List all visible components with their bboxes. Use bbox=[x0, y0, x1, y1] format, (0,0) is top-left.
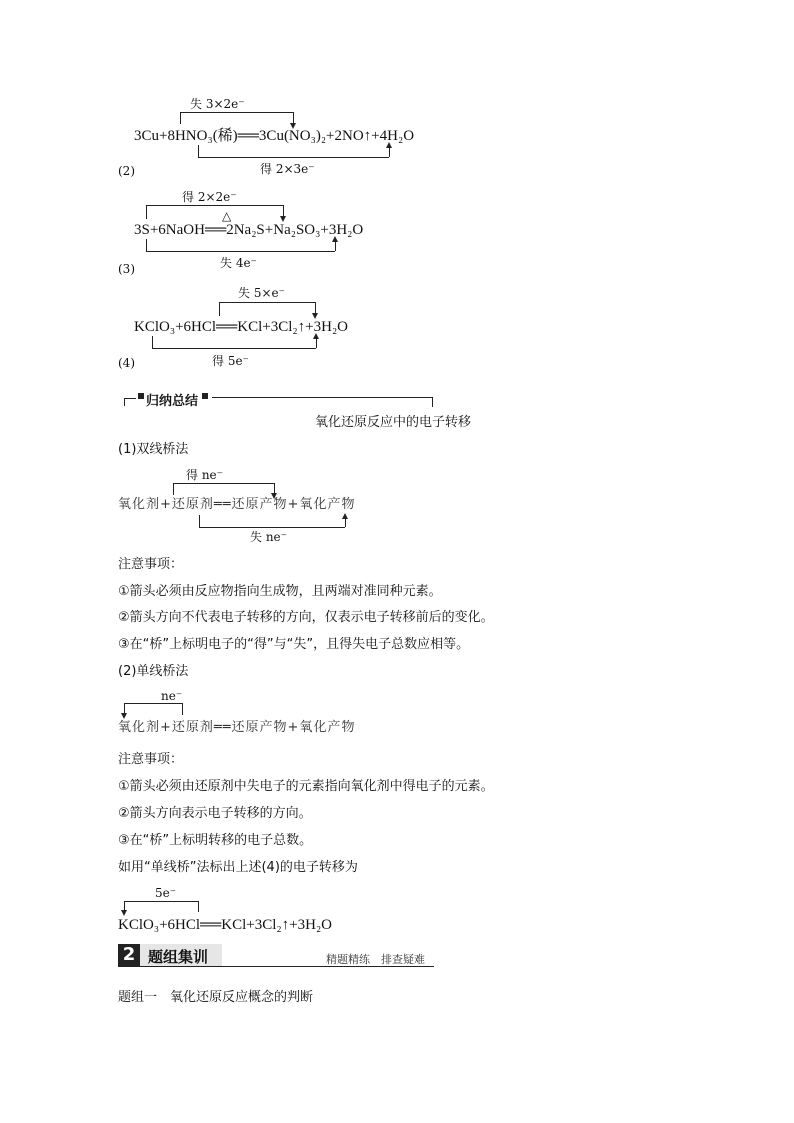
bridge-line bbox=[345, 518, 346, 527]
arrow-up-icon bbox=[313, 333, 319, 339]
bridge-line bbox=[199, 515, 200, 527]
bullet-icon bbox=[202, 393, 208, 399]
bridge-line bbox=[152, 336, 153, 348]
eq3-top-label: 得 2×2e⁻ bbox=[182, 190, 237, 204]
eq3-bottom-label: 失 4e⁻ bbox=[220, 256, 257, 270]
group-1-title: 题组一 氧化还原反应概念的判断 bbox=[118, 990, 314, 1005]
summary-title: 氧化还原反应中的电子转移 bbox=[315, 415, 472, 430]
double-note-3: ③在“桥”上标明电子的“得”与“失”，且得失电子总数应相等。 bbox=[118, 637, 470, 652]
bridge-line bbox=[335, 241, 336, 251]
summary-border bbox=[212, 397, 432, 398]
eq4-top-label: 失 5×e⁻ bbox=[238, 286, 285, 300]
double-top-label: 得 ne⁻ bbox=[186, 468, 223, 482]
section-number: 2 bbox=[118, 944, 140, 966]
bridge-line bbox=[173, 483, 274, 484]
arrow-down-icon bbox=[121, 713, 127, 719]
bridge-line bbox=[219, 302, 220, 316]
bridge-line bbox=[198, 145, 199, 157]
eq2-index: (2) bbox=[118, 164, 135, 178]
single-note-2: ②箭头方向表示电子转移的方向。 bbox=[118, 806, 312, 821]
bridge-line bbox=[146, 205, 147, 219]
arrow-up-icon bbox=[386, 142, 392, 148]
single-bridge-heading: (2)单线桥法 bbox=[118, 664, 189, 679]
bridge-line bbox=[198, 901, 199, 912]
eq2-formula: 3Cu+8HNO₃(稀)══3Cu(NO₃)₂+2NO↑+4H₂O bbox=[134, 128, 415, 144]
arrow-up-icon bbox=[332, 236, 338, 242]
bridge-line bbox=[180, 112, 293, 113]
bullet-icon bbox=[138, 393, 144, 399]
bridge-line bbox=[146, 205, 283, 206]
eq2-top-label: 失 3×2e⁻ bbox=[190, 97, 245, 111]
bridge-line bbox=[199, 527, 345, 528]
single-top-label: ne⁻ bbox=[161, 689, 183, 703]
bridge-line bbox=[182, 703, 183, 715]
bridge-line bbox=[124, 703, 182, 704]
summary-border bbox=[124, 398, 136, 399]
single-notes-title: 注意事项： bbox=[118, 752, 184, 767]
eq4-formula: KClO₃+6HCl══KCl+3Cl₂↑+3H₂O bbox=[134, 319, 349, 335]
bridge-line bbox=[146, 239, 147, 251]
bridge-line bbox=[173, 483, 174, 495]
example-label: 5e⁻ bbox=[155, 886, 177, 900]
bridge-line bbox=[152, 348, 316, 349]
summary-border bbox=[432, 397, 433, 407]
bridge-line bbox=[316, 338, 317, 348]
eq3-condition: △ bbox=[222, 209, 232, 223]
double-bottom-label: 失 ne⁻ bbox=[250, 530, 287, 544]
eq4-index: (4) bbox=[118, 356, 135, 370]
double-note-2: ②箭头方向不代表电子转移的方向，仅表示电子转移前后的变化。 bbox=[118, 610, 494, 625]
eq3-index: (3) bbox=[118, 262, 135, 276]
bridge-line bbox=[146, 251, 335, 252]
double-note-1: ①箭头必须由反应物指向生成物，且两端对准同种元素。 bbox=[118, 584, 442, 599]
double-bridge-heading: (1)双线桥法 bbox=[118, 442, 189, 457]
section-title: 题组集训 bbox=[148, 948, 209, 966]
bridge-line bbox=[180, 112, 181, 124]
example-intro: 如用“单线桥”法标出上述(4)的电子转移为 bbox=[118, 860, 358, 875]
single-note-3: ③在“桥”上标明转移的电子总数。 bbox=[118, 833, 313, 848]
summary-tag: 归纳总结 bbox=[146, 394, 199, 409]
bridge-line bbox=[219, 302, 315, 303]
eq2-bottom-label: 得 2×3e⁻ bbox=[260, 162, 315, 176]
section-subtitle: 精题精练 排查疑难 bbox=[326, 953, 425, 966]
eq4-bottom-label: 得 5e⁻ bbox=[212, 354, 249, 368]
bridge-line bbox=[198, 157, 389, 158]
double-formula: 氧化剂+还原剂══还原产物+氧化产物 bbox=[118, 497, 356, 512]
eq3-formula: 3S+6NaOH══2Na₂S+Na₂SO₃+3H₂O bbox=[134, 222, 364, 238]
double-notes-title: 注意事项： bbox=[118, 557, 184, 572]
arrow-up-icon bbox=[342, 513, 348, 519]
example-formula: KClO₃+6HCl══KCl+3Cl₂↑+3H₂O bbox=[118, 917, 333, 933]
bridge-line bbox=[389, 147, 390, 157]
single-formula: 氧化剂+还原剂══还原产物+氧化产物 bbox=[118, 720, 356, 735]
bridge-line bbox=[124, 901, 198, 902]
summary-border bbox=[124, 398, 125, 406]
single-note-1: ①箭头必须由还原剂中失电子的元素指向氧化剂中得电子的元素。 bbox=[118, 779, 494, 794]
